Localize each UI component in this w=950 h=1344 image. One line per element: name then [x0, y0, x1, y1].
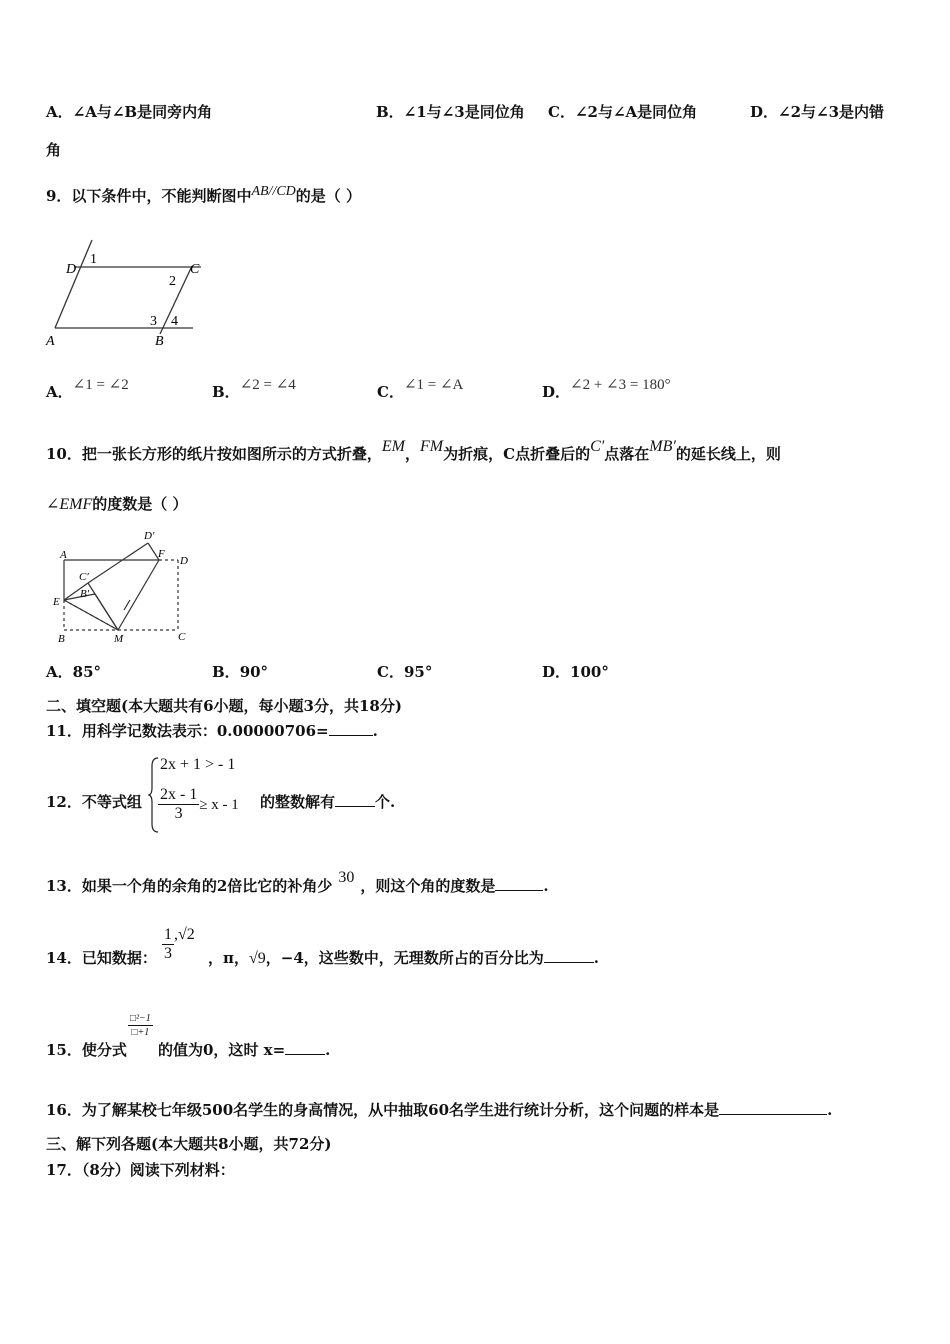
q14-fraction-one-third: $\frac{1}{3}$	[164, 926, 172, 962]
q12-inequality-2: $\frac{2x - 1}{3}$ ≥ x - 1	[160, 786, 239, 822]
q8-option-b: B．∠1与∠3是同位角	[376, 103, 525, 121]
fig9-label-c: C	[190, 262, 200, 277]
fig10-label-c-prime: C′	[79, 571, 89, 583]
q14-sqrt2: √2	[178, 926, 195, 943]
q13-math-30: 30	[338, 869, 355, 886]
fig10-label-f: F	[158, 548, 165, 560]
q9-option-d: D．∠2 + ∠3 = 180°	[542, 377, 671, 401]
fig9-label-d: D	[66, 262, 77, 277]
q8-option-d-continued: 角	[46, 141, 62, 159]
fig10-label-a: A	[60, 549, 67, 561]
q16-answer-blank[interactable]	[719, 1100, 827, 1115]
q10-option-a: A．85°	[46, 663, 102, 681]
q12-answer-blank[interactable]	[335, 792, 375, 807]
q9-option-a: A．∠1 = ∠2	[46, 377, 129, 401]
fig9-label-1: 1	[90, 252, 97, 267]
q8-option-a: A．∠A与∠B是同旁内角	[46, 103, 213, 121]
q12-inequality-1: 2x + 1 > - 1	[160, 756, 236, 773]
q10-figure-folded-rectangle	[46, 525, 196, 647]
section-2-heading: 二、填空题(本大题共有6小题，每小题3分，共18分)	[46, 697, 402, 715]
q10-math-mb-prime: MB′	[649, 438, 676, 455]
q15-answer-blank[interactable]	[285, 1040, 325, 1055]
fig10-label-e: E	[53, 596, 60, 608]
fig10-label-b: B	[58, 633, 65, 645]
q13-question: 13．如果一个角的余角的2倍比它的补角少 30 ，则这个角的度数是 .	[46, 869, 549, 895]
fig9-label-b: B	[155, 334, 164, 349]
q14-rest: ，π，√9，−4，这些数中，无理数所占的百分比为 .	[208, 949, 600, 967]
fig9-label-2: 2	[169, 274, 176, 289]
q9-math-parallel: AB//CD	[251, 184, 296, 199]
fig9-label-4: 4	[171, 314, 178, 329]
fig9-label-a: A	[46, 334, 55, 349]
q8-option-d: D．∠2与∠3是内错	[750, 103, 885, 121]
q15-suffix: 的值为0，这时 x= .	[158, 1041, 331, 1059]
q13-answer-blank[interactable]	[495, 876, 543, 891]
q10-math-c-prime: C′	[590, 438, 605, 455]
q10-option-d: D．100°	[542, 663, 609, 681]
q10-question-line2: ∠EMF的度数是（ ）	[46, 495, 188, 513]
fig10-label-d: D	[180, 555, 188, 567]
fig10-label-m: M	[114, 633, 124, 645]
q14-data: $\frac{1}{3}$ ,√2	[164, 926, 195, 962]
q9-option-b: B．∠2 = ∠4	[212, 377, 296, 401]
fig10-label-c: C	[178, 631, 186, 643]
q17-question: 17．（8分）阅读下列材料：	[46, 1161, 235, 1179]
section-3-heading: 三、解下列各题(本大题共8小题，共72分)	[46, 1135, 332, 1153]
q10-math-em: EM	[381, 438, 405, 455]
q9-question	[46, 186, 361, 208]
fig9-label-3: 3	[150, 314, 157, 329]
q14-prefix: 14．已知数据：	[46, 949, 157, 967]
q10-option-c: C．95°	[377, 663, 433, 681]
q12-prefix: 12．不等式组	[46, 793, 142, 811]
fig10-label-d-prime: D′	[144, 530, 155, 542]
q15-prefix: 15．使分式	[46, 1041, 127, 1059]
q16-question: 16．为了解某校七年级500名学生的身高情况，从中抽取60名学生进行统计分析，这个问题的样本是 .	[46, 1101, 833, 1119]
q10-math-fm: FM	[420, 438, 444, 455]
q11-question: 11．用科学记数法表示：0.00000706= .	[46, 722, 378, 740]
q11-answer-blank[interactable]	[329, 721, 373, 736]
q10-math-angle-emf: ∠EMF	[46, 496, 93, 513]
fig10-label-b-prime: B′	[80, 588, 90, 600]
q9-option-c: C．∠1 = ∠A	[377, 377, 464, 401]
q12-suffix: 的整数解有 个.	[260, 793, 396, 811]
q15-fraction: $\frac{\text{□²−1}}{□+1}$	[130, 1013, 151, 1038]
q8-option-c: C．∠2与∠A是同位角	[548, 103, 698, 121]
q9-prefix: 9．以下条件中，不能判断图中	[46, 187, 252, 205]
q14-answer-blank[interactable]	[544, 948, 594, 963]
q10-question-line1: 10．把一张长方形的纸片按如图所示的方式折叠，EM，FM为折痕，C点折叠后的C′点落在MB′的延长线上，则	[46, 438, 781, 463]
q9-suffix: 的是（ ）	[295, 187, 362, 205]
q10-option-b: B．90°	[212, 663, 269, 681]
q12-fraction: $\frac{2x - 1}{3}$	[160, 786, 198, 822]
q14-sqrt9: √9	[248, 950, 266, 967]
q9-figure-parallelogram	[40, 236, 210, 351]
